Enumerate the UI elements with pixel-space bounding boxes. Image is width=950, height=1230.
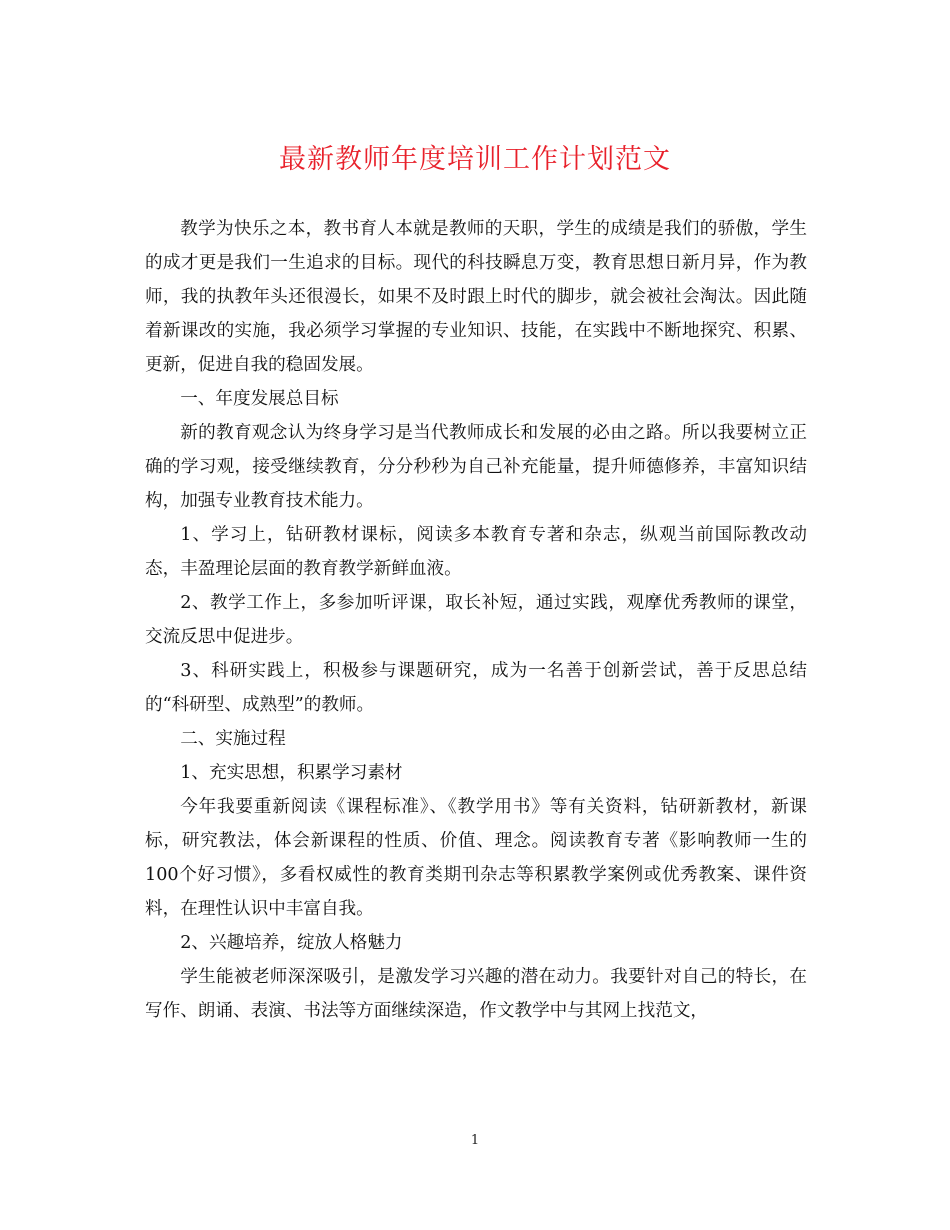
page-number: 1 xyxy=(470,1133,480,1148)
goal-item-research: 3、科研实践上，积极参与课题研究，成为一名善于创新尝试，善于反思总结的“科研型、成熟型”的教师。 xyxy=(145,661,807,715)
subheading-interest: 2、兴趣培养，绽放人格魅力 xyxy=(180,933,403,953)
document-title: 最新教师年度培训工作计划范文 xyxy=(279,144,671,175)
interest-paragraph: 学生能被老师深深吸引，是激发学习兴趣的潜在动力。我要针对自己的特长，在写作、朗诵、表演、书法等方面继续深造，作文教学中与其网上找范文， xyxy=(145,967,807,1021)
subheading-thinking: 1、充实思想，积累学习素材 xyxy=(180,763,403,783)
intro-paragraph: 教学为快乐之本，教书育人本就是教师的天职，学生的成绩是我们的骄傲，学生的成才更是我们一生追求的目标。现代的科技瞬息万变，教育思想日新月异，作为教师，我的执教年头还很漫长，如果不及时跟上时代的脚步，就会被社会淘汰。因此随着新课改的实施，我必须学习掌握的专业知识、技能，在实践中不断地探究、积累、更新，促进自我的稳固发展。 xyxy=(145,219,807,375)
goal-item-teaching: 2、教学工作上，多参加听评课，取长补短，通过实践，观摩优秀教师的课堂，交流反思中促进步。 xyxy=(145,593,807,647)
goals-paragraph: 新的教育观念认为终身学习是当代教师成长和发展的必由之路。所以我要树立正确的学习观，接受继续教育，分分秒秒为自己补充能量，提升师德修养，丰富知识结构，加强专业教育技术能力。 xyxy=(145,423,807,511)
goal-item-study: 1、学习上，钻研教材课标，阅读多本教育专著和杂志，纵观当前国际教改动态，丰盈理论层面的教育教学新鲜血液。 xyxy=(145,525,807,579)
document-body xyxy=(145,212,807,1028)
section-heading-process: 二、实施过程 xyxy=(180,729,286,749)
section-heading-goals: 一、年度发展总目标 xyxy=(180,389,339,409)
thinking-paragraph: 今年我要重新阅读《课程标准》、《教学用书》等有关资料，钻研新教材，新课标，研究教法，体会新课程的性质、价值、理念。阅读教育专著《影响教师一生的100个好习惯》，多看权威性的教育类期刊杂志等积累教学案例或优秀教案、课件资料，在理性认识中丰富自我。 xyxy=(145,797,807,919)
